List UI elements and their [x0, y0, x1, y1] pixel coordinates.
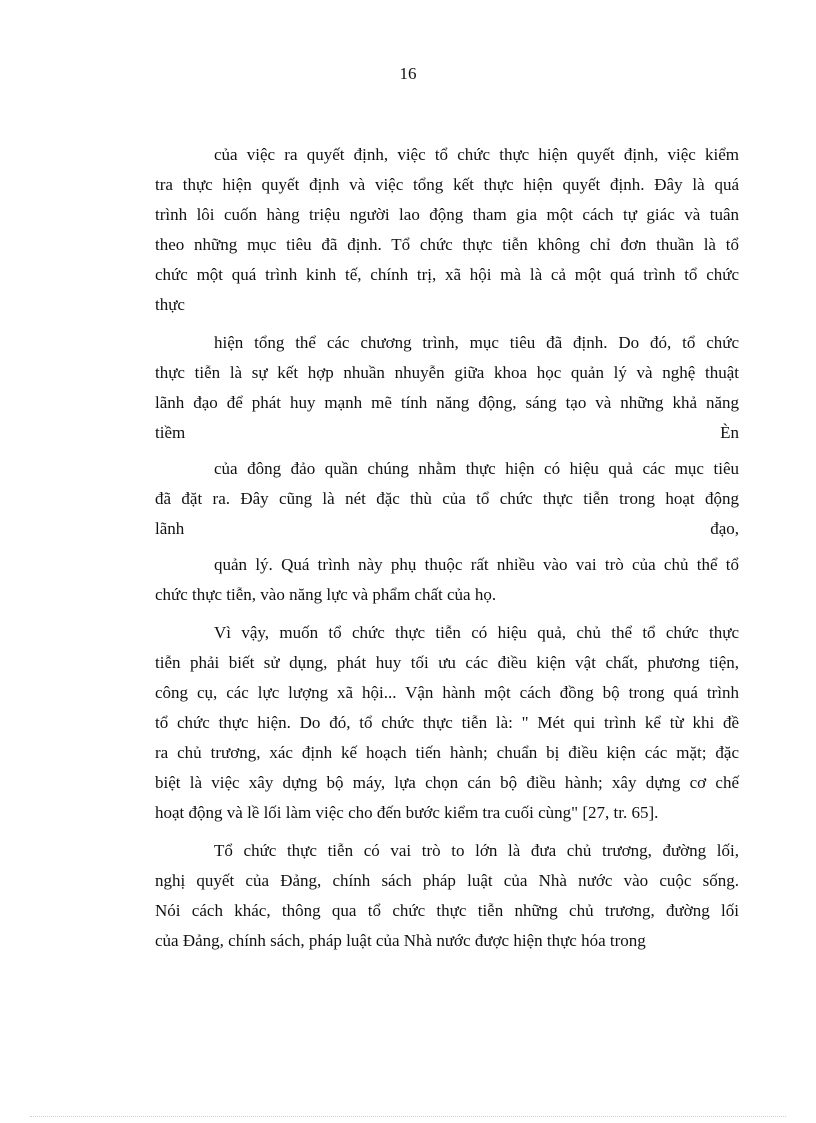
- footer-divider: [30, 1116, 786, 1117]
- text-line: tổ chức thực hiện. Do đó, tổ chức thực tiễn là: " Mét qui trình kể từ khi đề: [155, 713, 739, 732]
- paragraph-3: [155, 454, 739, 544]
- text-line: tra thực hiện quyết định và việc tổng kết thực hiện quyết định. Đây là quá: [155, 175, 739, 194]
- text-line: lãnh đạo để phát huy mạnh mẽ tính năng động, sáng tạo và những khả năng: [155, 393, 739, 412]
- text-line: biệt là việc xây dựng bộ máy, lựa chọn cán bộ điều hành; xây dựng cơ chế: [155, 773, 739, 792]
- text-line: quản lý. Quá trình này phụ thuộc rất nhiều vào vai trò của chủ thể tổ: [214, 555, 739, 574]
- text-line: của việc ra quyết định, việc tổ chức thực hiện quyết định, việc kiểm: [214, 145, 739, 164]
- text-line: chức một quá trình kinh tế, chính trị, xã hội mà là cả một quá trình tổ chức: [155, 265, 739, 284]
- text-line: theo những mục tiêu đã định. Tổ chức thực tiễn không chỉ đơn thuần là tổ: [155, 235, 739, 254]
- text-line: của đông đảo quần chúng nhằm thực hiện có hiệu quả các mục tiêu: [214, 459, 739, 478]
- page-number: 16: [399, 64, 417, 83]
- text-line: ra chủ trương, xác định kế hoạch tiến hành; chuẩn bị điều kiện các mặt; đặc: [155, 743, 739, 762]
- text-line: Nói cách khác, thông qua tổ chức thực tiễn những chủ trương, đường lối: [155, 901, 739, 920]
- paragraph-4: [155, 550, 739, 610]
- text-line: chức thực tiễn, vào năng lực và phẩm chất của họ.: [155, 585, 497, 604]
- text-line: thực: [155, 295, 185, 314]
- text-line: công cụ, các lực lượng xã hội... Vận hành một cách đồng bộ trong quá trình: [155, 683, 739, 702]
- text-line: Vì vậy, muốn tổ chức thực tiễn có hiệu quả, chủ thể tổ chức thực: [214, 623, 739, 642]
- text-line: đã đặt ra. Đây cũng là nét đặc thù của tổ chức thực tiễn trong hoạt động: [155, 489, 739, 508]
- text-line: hoạt động và lề lối làm việc cho đến bước kiểm tra cuối cùng" [27, tr. 65].: [155, 803, 659, 822]
- text-line: lãnh đạo,: [155, 519, 739, 538]
- text-line: Tổ chức thực tiễn có vai trò to lớn là đưa chủ trương, đường lối,: [214, 841, 739, 860]
- text-line: trình lôi cuốn hàng triệu người lao động tham gia một cách tự giác và tuân: [155, 205, 739, 224]
- text-line: của Đảng, chính sách, pháp luật của Nhà nước được hiện thực hóa trong: [155, 931, 646, 950]
- paragraph-6: [155, 836, 739, 956]
- body-text: [155, 140, 739, 956]
- text-line: nghị quyết của Đảng, chính sách pháp luật của Nhà nước vào cuộc sống.: [155, 871, 739, 890]
- paragraph-1: [155, 140, 739, 320]
- text-line: tiềm Èn: [155, 423, 739, 442]
- paragraph-2: [155, 328, 739, 448]
- text-line: thực tiễn là sự kết hợp nhuần nhuyễn giữa khoa học quản lý và nghệ thuật: [155, 363, 739, 382]
- paragraph-5: [155, 618, 739, 828]
- text-line: tiễn phải biết sử dụng, phát huy tối ưu các điều kiện vật chất, phương tiện,: [155, 653, 739, 672]
- text-line: hiện tổng thể các chương trình, mục tiêu đã định. Do đó, tổ chức: [214, 333, 739, 352]
